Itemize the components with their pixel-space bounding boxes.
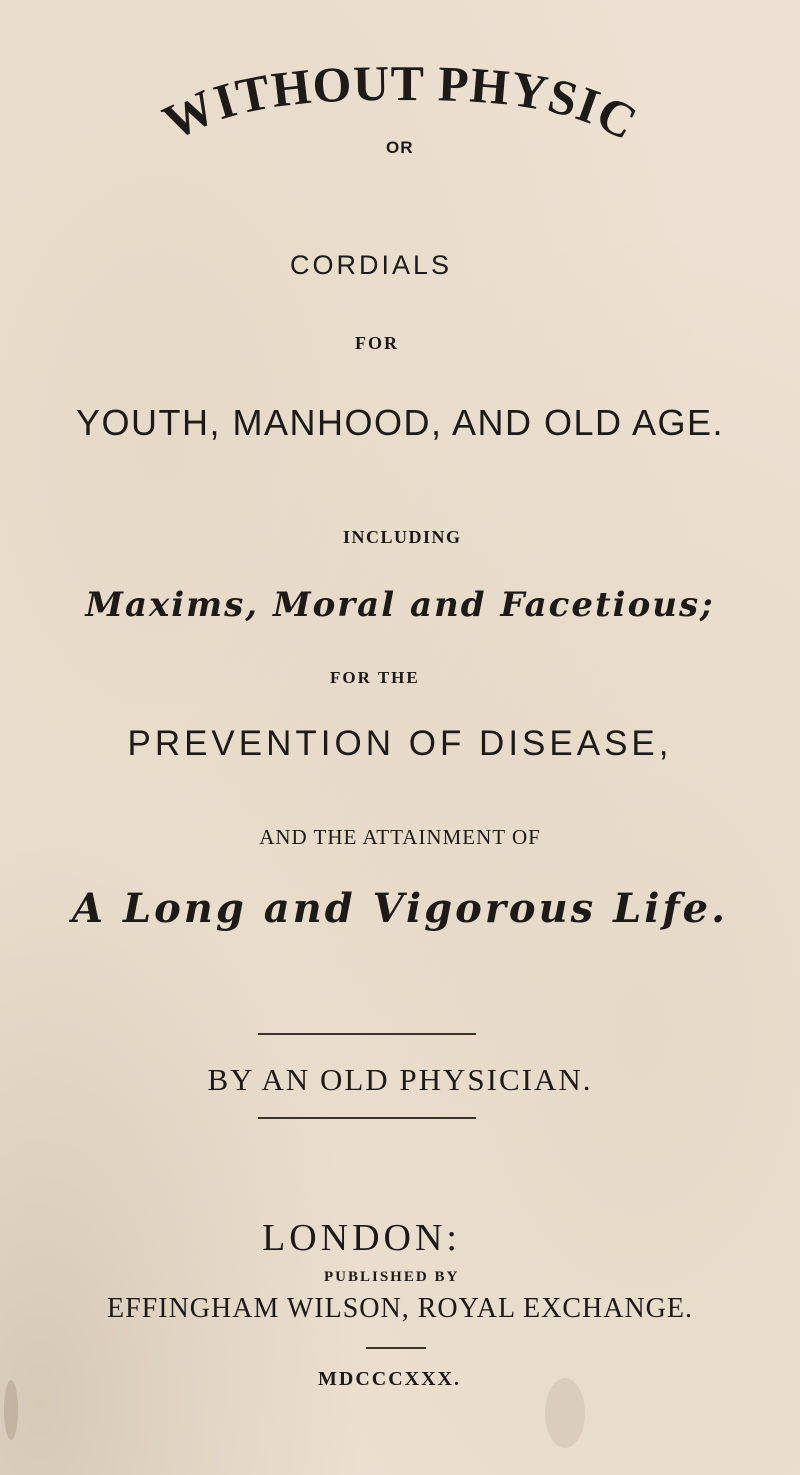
- attainment-line: AND THE ATTAINMENT OF: [259, 825, 541, 849]
- prevention-heading: PREVENTION OF DISEASE,: [127, 724, 673, 763]
- cordials-word: CORDIALS: [290, 250, 453, 280]
- page-stain: [4, 1380, 18, 1440]
- for-the-words: FOR THE: [330, 668, 420, 687]
- divider-rule-bottom: [258, 1117, 476, 1119]
- publisher-name: EFFINGHAM WILSON, ROYAL EXCHANGE.: [107, 1293, 693, 1324]
- maxims-heading: Maxims, Moral and Facetious;: [85, 585, 715, 625]
- published-by-label: PUBLISHED BY: [324, 1269, 460, 1285]
- arched-title-text: [154, 55, 646, 151]
- page-stain: [545, 1378, 585, 1448]
- arched-title-path: WITHOUT PHYSIC: [154, 54, 647, 151]
- short-rule: [366, 1347, 426, 1349]
- or-word: OR: [386, 138, 414, 157]
- arched-title: [0, 0, 800, 360]
- for-word: FOR: [355, 333, 399, 353]
- including-word: INCLUDING: [343, 527, 462, 547]
- publication-date: MDCCCXXX.: [318, 1368, 461, 1390]
- city-imprint: LONDON:: [262, 1217, 461, 1259]
- long-life-heading: A Long and Vigorous Life.: [72, 885, 728, 932]
- youth-manhood-heading: YOUTH, MANHOOD, AND OLD AGE.: [75, 402, 725, 443]
- author-line: BY AN OLD PHYSICIAN.: [207, 1062, 593, 1097]
- divider-rule-top: [258, 1033, 476, 1035]
